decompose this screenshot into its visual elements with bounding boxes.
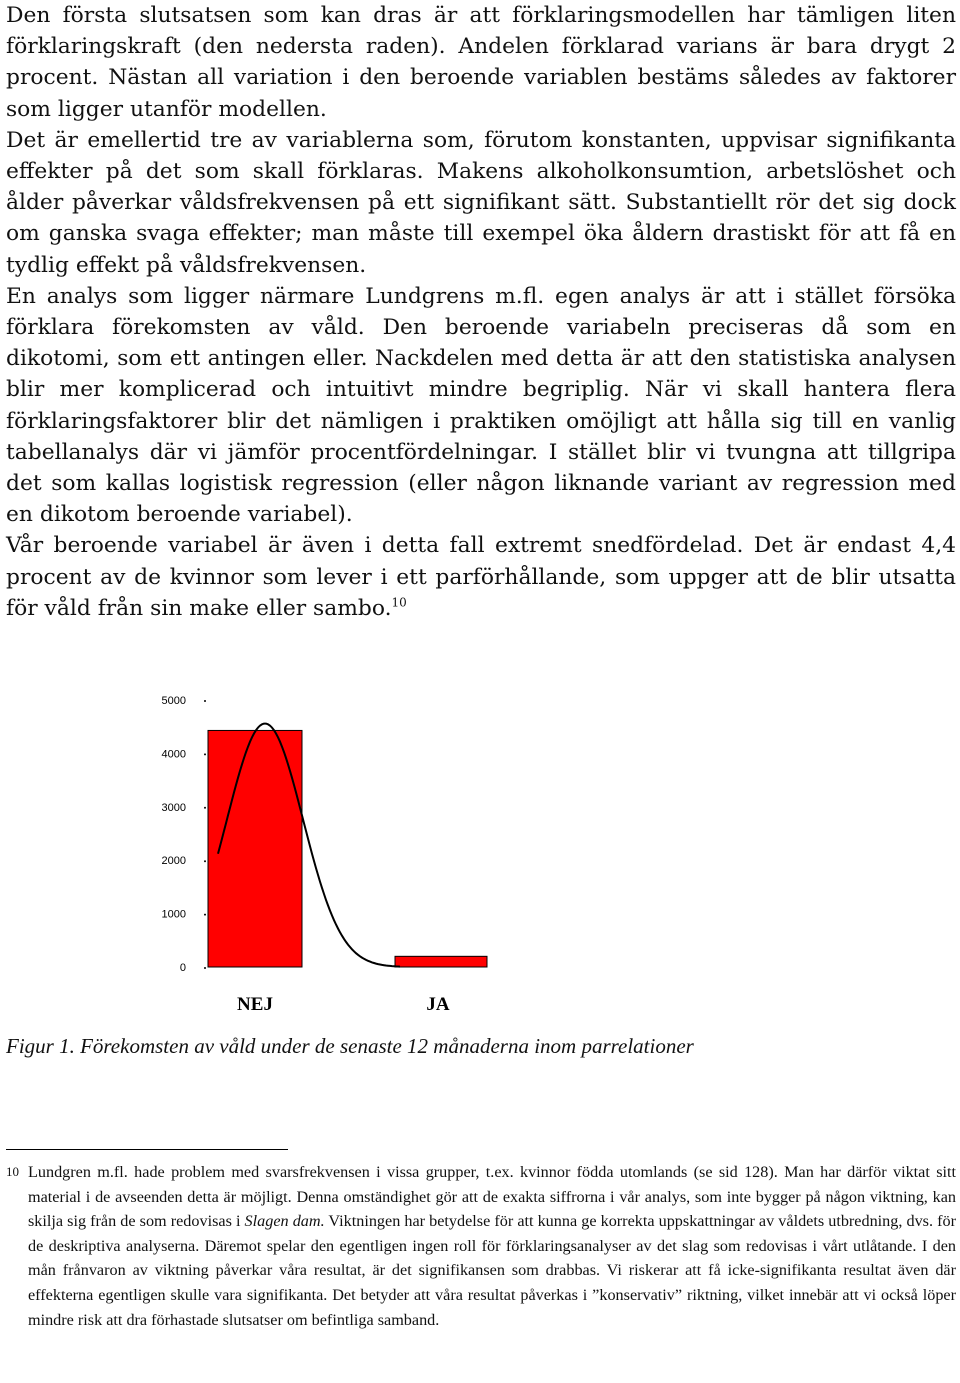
paragraph-3: En analys som ligger närmare Lundgrens m.fl. egen analys är att i stället försöka förklara förekomsten av våld. Den beroende variabeln preciseras då som en dikotomi, som ett antingen eller. Nackdelen med detta är att den statistiska analysen blir mer komplicerad och intuitivt mindre begriplig. När vi skall hantera flera förklaringsfaktorer blir det nämligen i praktiken omöjligt att hålla sig till en vanlig tabellanalys där vi jämför procentfördelningar. I stället blir vi tvungna att tillgripa det som kallas logistisk regression (eller någon liknande variant av regression med en dikotom beroende variabel). bbox=[6, 283, 956, 528]
footnote-italic-title: Slagen dam. bbox=[244, 1212, 325, 1231]
paragraph-4-text: Vår beroende variabel är även i detta fall extremt snedfördelad. Det är endast 4,4 procent av de kvinnor som lever i ett parförhållande, som uppger att de blir utsatta för våld från sin make eller sambo. bbox=[6, 533, 956, 621]
x-axis-labels bbox=[237, 994, 450, 1015]
y-tick-label: 3000 bbox=[161, 801, 186, 814]
y-tick-label: 5000 bbox=[161, 695, 186, 707]
y-tick-mark bbox=[204, 860, 206, 862]
footnote-body bbox=[28, 1160, 956, 1332]
footnote-divider bbox=[6, 1149, 288, 1150]
y-tick-label: 4000 bbox=[161, 748, 186, 761]
figure-caption: Figur 1. Förekomsten av våld under de senaste 12 månaderna inom parrelationer bbox=[6, 1034, 694, 1058]
y-tick-mark bbox=[204, 700, 206, 702]
x-label-ja: JA bbox=[426, 994, 450, 1015]
y-tick-label: 1000 bbox=[161, 908, 186, 921]
y-axis-ticks bbox=[162, 695, 206, 974]
y-tick-label: 2000 bbox=[161, 855, 186, 868]
bar-ja bbox=[395, 956, 487, 967]
paragraph-2: Det är emellertid tre av variablerna som, förutom konstanten, uppvisar signifikanta effekter på det som skall förklaras. Makens alkoholkonsumtion, arbetslöshet och ålder påverkar våldsfrekvensen på ett signifikant sätt. Substantiellt rör det sig dock om ganska svaga effekter; man måste till exempel öka åldern drastiskt för att få en tydlig effekt på våldsfrekvensen. bbox=[6, 127, 956, 278]
footnote-text-2: Viktningen har betydelse för att kunna ge korrekta uppskattningar av våldets utbredning, dvs. för de deskriptiva analyserna. Däremot spelar den egentligen ingen roll för förklaringsanalyser av det slag som redovisas i vårt utlåtande. I den mån frånvaron av viktning påverkar våra resultat, är det signifikansen som drabbas. Vi riskerar att få icke-signifikanta resultat även där effekterna egentligen skulle vara signifikanta. Det betyder att våra resultat påverkas i ”konservativ” riktning, vilket innebär att vi också löper mindre risk att dra förhastade slutsatser om befintliga samband. bbox=[28, 1212, 956, 1329]
paragraph-4 bbox=[6, 530, 956, 624]
body-text bbox=[6, 0, 956, 624]
y-tick-mark bbox=[204, 807, 206, 809]
y-tick-label: 0 bbox=[179, 962, 186, 974]
bars bbox=[208, 730, 487, 967]
y-tick-mark bbox=[204, 914, 206, 916]
footnote bbox=[6, 1160, 956, 1332]
bar-chart bbox=[0, 680, 960, 1020]
x-label-nej: NEJ bbox=[237, 994, 273, 1015]
y-tick-mark bbox=[204, 753, 206, 755]
footnote-number: 10 bbox=[6, 1164, 19, 1179]
y-tick-mark bbox=[204, 967, 206, 969]
footnote-ref: 10 bbox=[391, 595, 407, 610]
footnote-text-1: Lundgren m.fl. hade problem med svarsfrekvensen i vissa grupper, t.ex. kvinnor födda utomlands (se sid 128). Man har därför viktat sitt material i de avseenden detta är möjligt. Denna omständighet gör att de exakta siffrorna i vår analys, som inte bygger på någon viktning, kan skilja sig från de som redovisas i bbox=[28, 1163, 956, 1231]
paragraph-1: Den första slutsatsen som kan dras är att förklaringsmodellen har tämligen liten förklaringskraft (den nedersta raden). Andelen förklarad varians är bara drygt 2 procent. Nästan all variation i den beroende variablen bestäms således av faktorer som ligger utanför modellen. bbox=[6, 3, 956, 122]
